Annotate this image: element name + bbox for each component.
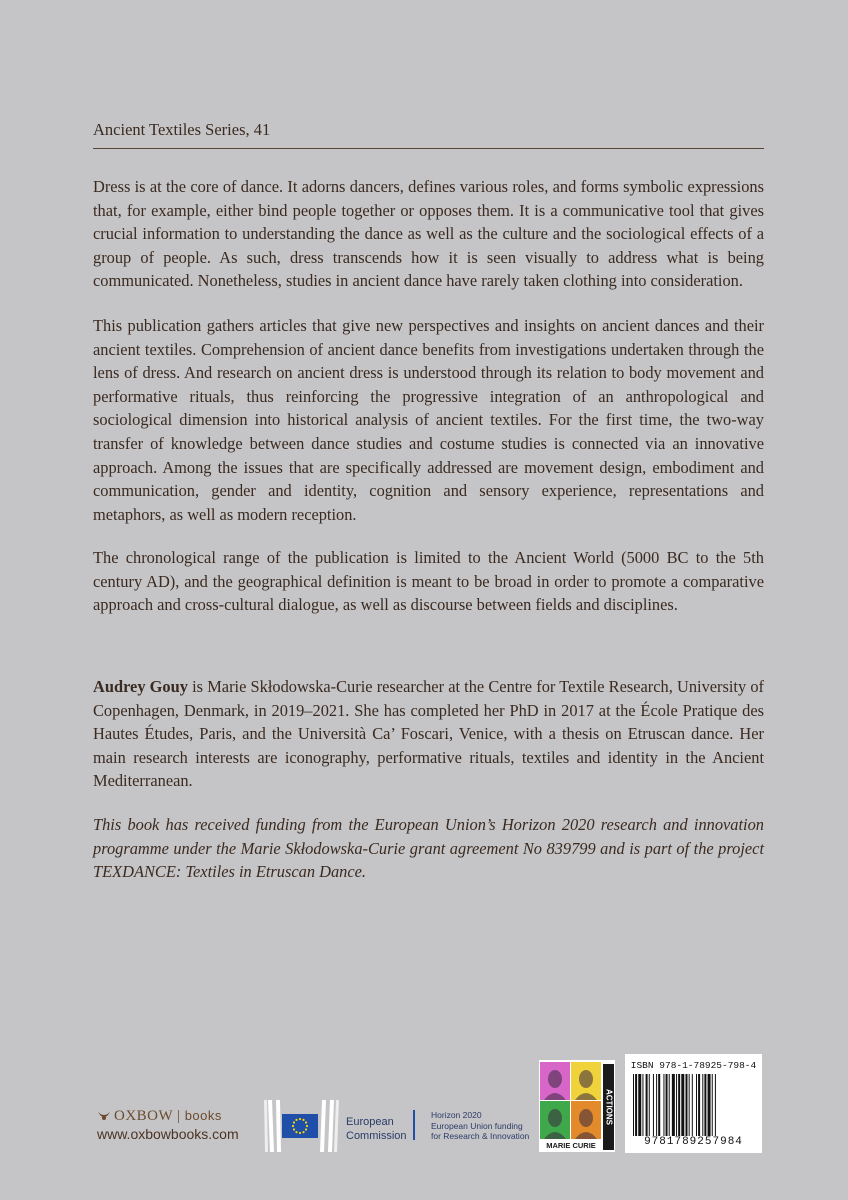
isbn-text: ISBN 978-1-78925-798-4 (630, 1060, 757, 1071)
isbn-barcode (625, 1054, 762, 1153)
blurb-paragraph-1: Dress is at the core of dance. It adorns dancers, defines various roles, and forms symbolic expressions that, for example, either bind people together or opposes them. It is a communicative tool that gives crucial information to understanding the dance as well as the culture and the sociological effects of a group of people. As such, dress transcends how it is seen visually to address what is being communicated. Nonetheless, studies in ancient dance have rarely taken clothing into consideration. (93, 177, 764, 291)
oxbow-separator: | (177, 1108, 181, 1124)
oxbow-books-label: books (184, 1108, 222, 1123)
author-bio-text: is Marie Skłodowska-Curie researcher at the Centre for Textile Research, University of Copenhagen, Denmark, in 2019–2021. She has completed her PhD in 2017 at the École Pratique des Hautes Études, Paris, and the Università Ca’ Foscari, Venice, with a thesis on Etruscan dance. Her main research interests are iconography, performative rituals, textiles and identity in the Ancient Mediterranean. (93, 677, 765, 791)
horizon-line1: Horizon 2020 (431, 1110, 482, 1120)
ec-label-line1: European (346, 1116, 394, 1128)
european-commission-logo (262, 1100, 422, 1152)
eu-flag-icon (282, 1114, 318, 1138)
oxbow-name: OXBOW (114, 1108, 174, 1124)
actions-label: ACTIONS (604, 1089, 613, 1125)
oxbow-books-logo (97, 1108, 257, 1148)
ec-label-line2: Commission (346, 1130, 407, 1142)
logo-divider (413, 1110, 415, 1140)
portrait-silhouette-icon (540, 1062, 601, 1139)
author-name: Audrey Gouy (93, 677, 188, 696)
header-divider (93, 148, 764, 149)
marie-curie-portrait-grid (540, 1062, 601, 1138)
blurb-paragraph-3: The chronological range of the publication is limited to the Ancient World (5000 BC to the 5th century AD), and the geographical definition is meant to be broad in order to promote a comparative approach and cross-cultural dialogue, as well as discourse between fields and disciplines. (93, 548, 764, 615)
barcode-bars (631, 1074, 756, 1136)
marie-curie-actions-logo (539, 1060, 615, 1152)
oxbow-url: www.oxbowbooks.com (97, 1126, 239, 1142)
horizon-line2: European Union funding (431, 1120, 523, 1131)
horizon-2020-label (431, 1110, 529, 1142)
series-title: Ancient Textiles Series, 41 (93, 120, 271, 139)
marie-curie-label: MARIE CURIE (546, 1141, 596, 1150)
barcode-number: 9781789257984 (644, 1136, 743, 1148)
funding-statement: This book has received funding from the European Union’s Horizon 2020 research and innovation programme under the Marie Skłodowska-Curie grant agreement No 839799 and is part of the project TEXDANCE: Textiles in Etruscan Dance. (93, 815, 764, 882)
ox-horns-icon (97, 1109, 111, 1121)
actions-side-band (603, 1064, 614, 1150)
blurb-paragraph-2: This publication gathers articles that give new perspectives and insights on ancient dances and their ancient textiles. Comprehension of ancient dance benefits from investigations undertaken through the lens of dress. And research on ancient dress is understood through its relation to body movement and performative rituals, thus reinforcing the progressive integration of an anthropological and sociological dimension into historical analysis of ancient textiles. For the first time, the two-way transfer of knowledge between dance studies and costume studies is connected via an innovative approach. Among the issues that are specifically addressed are movement design, embodiment and communication, gender and identity, cognition and sensory experience, representations and metaphors, as well as modern reception. (93, 316, 764, 524)
author-bio (93, 675, 764, 793)
horizon-line3: for Research & Innovation (431, 1131, 530, 1141)
